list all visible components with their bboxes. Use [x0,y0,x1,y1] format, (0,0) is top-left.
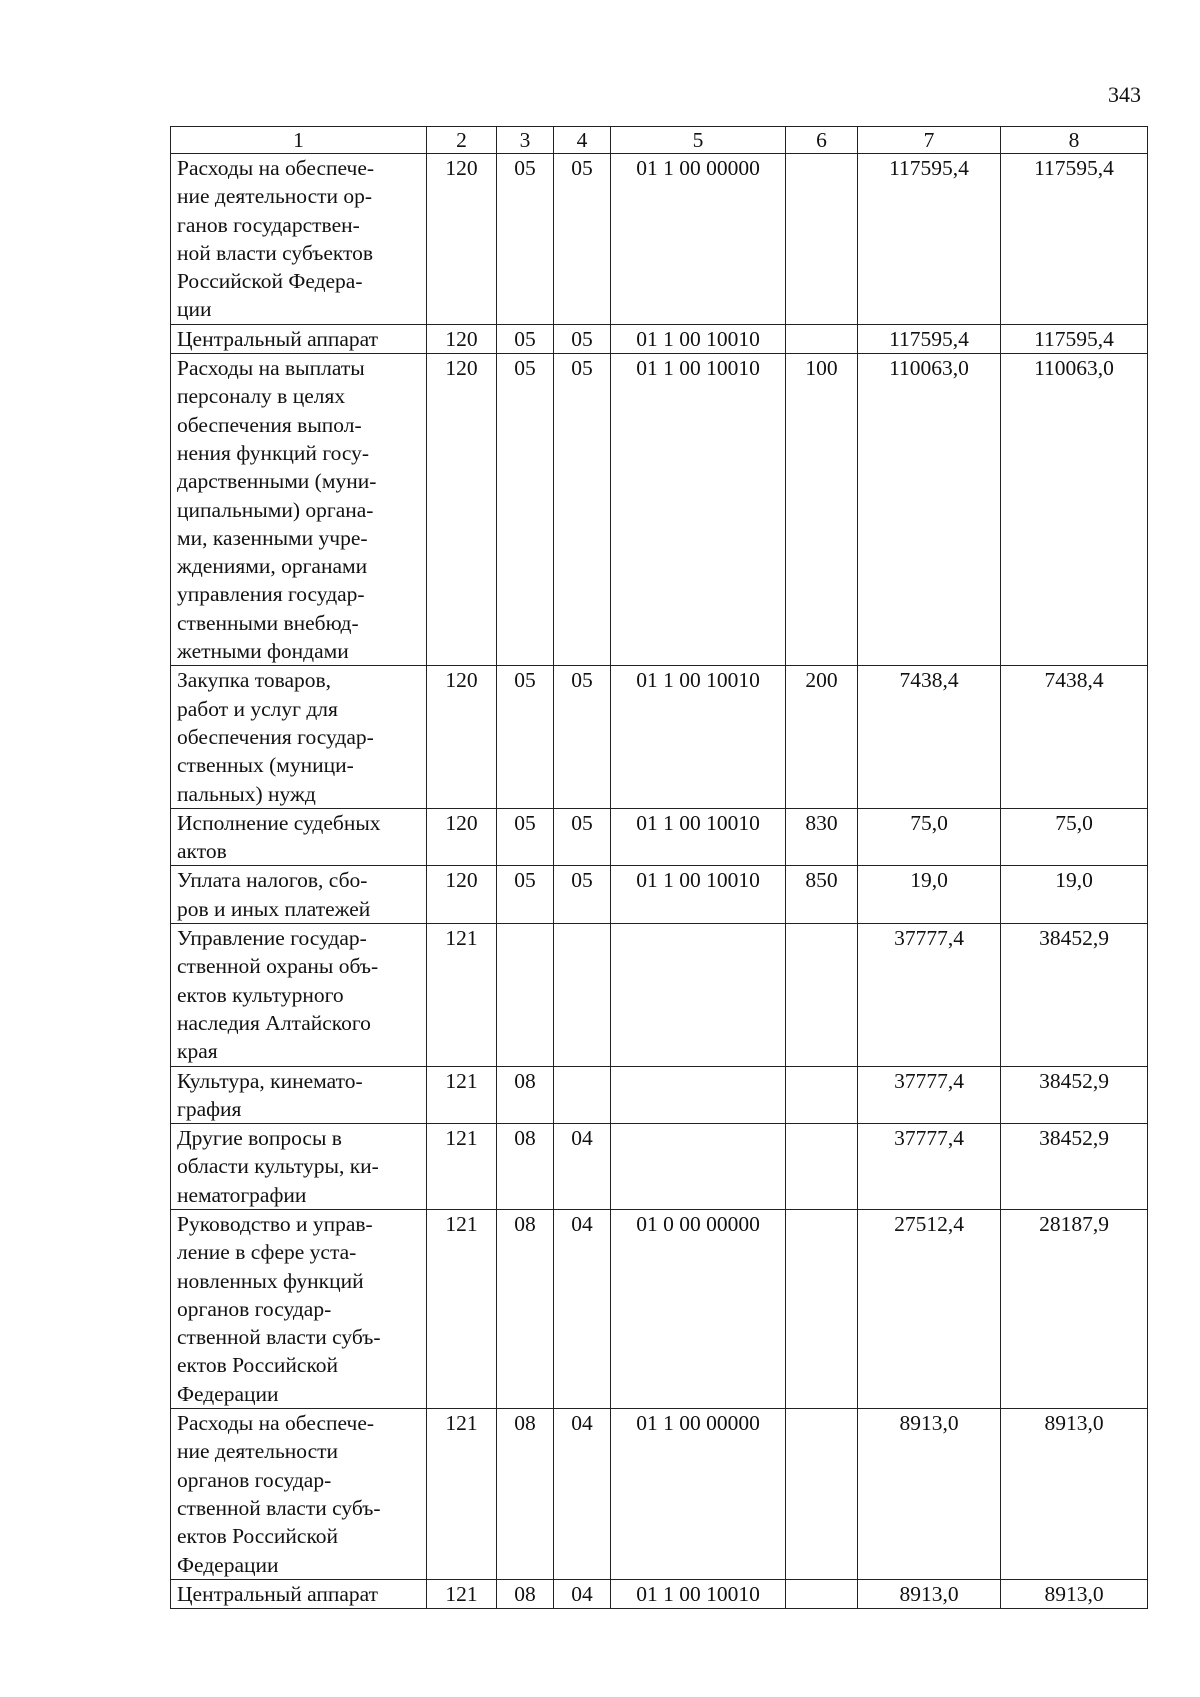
column-header: 2 [427,127,497,154]
target-item-cell: 01 0 00 00000 [611,1209,786,1408]
expense-type-cell: 100 [786,354,858,666]
expense-name-cell: Культура, кинемато- графия [171,1066,427,1124]
amount-year2-cell: 38452,9 [1001,1066,1148,1124]
subsection-code-cell: 04 [554,1124,611,1210]
table-row [171,1409,1148,1580]
section-code-cell: 05 [497,808,554,866]
column-header: 1 [171,127,427,154]
table-row [171,154,1148,325]
section-code-cell: 08 [497,1124,554,1210]
amount-year1-cell: 37777,4 [858,924,1001,1066]
subsection-code-cell [554,1066,611,1124]
column-header: 3 [497,127,554,154]
amount-year1-cell: 117595,4 [858,154,1001,325]
section-code-cell: 05 [497,154,554,325]
expense-name-cell: Руководство и управ- ление в сфере уста- новленных функций органов государ- ственной власти субъ- ектов Российской Федерации [171,1209,427,1408]
amount-year2-cell: 19,0 [1001,866,1148,924]
amount-year1-cell: 75,0 [858,808,1001,866]
page-number: 343 [1108,82,1141,107]
subsection-code-cell: 04 [554,1579,611,1608]
section-code-cell: 05 [497,354,554,666]
ministry-code-cell: 121 [427,1409,497,1580]
section-code-cell [497,924,554,1066]
column-header: 5 [611,127,786,154]
subsection-code-cell: 05 [554,808,611,866]
ministry-code-cell: 121 [427,924,497,1066]
section-code-cell: 08 [497,1579,554,1608]
amount-year2-cell: 110063,0 [1001,354,1148,666]
expense-type-cell: 850 [786,866,858,924]
table-row [171,324,1148,353]
ministry-code-cell: 120 [427,354,497,666]
expense-type-cell [786,1209,858,1408]
target-item-cell: 01 1 00 10010 [611,1579,786,1608]
amount-year1-cell: 27512,4 [858,1209,1001,1408]
ministry-code-cell: 121 [427,1124,497,1210]
amount-year2-cell: 75,0 [1001,808,1148,866]
section-code-cell: 05 [497,866,554,924]
ministry-code-cell: 121 [427,1579,497,1608]
ministry-code-cell: 120 [427,666,497,808]
amount-year1-cell: 37777,4 [858,1124,1001,1210]
amount-year2-cell: 28187,9 [1001,1209,1148,1408]
target-item-cell: 01 1 00 10010 [611,324,786,353]
ministry-code-cell: 120 [427,808,497,866]
expense-name-cell: Расходы на обеспече- ние деятельности органов государ- ственной власти субъ- ектов Российской Федерации [171,1409,427,1580]
ministry-code-cell: 120 [427,154,497,325]
target-item-cell: 01 1 00 10010 [611,354,786,666]
column-header: 7 [858,127,1001,154]
target-item-cell: 01 1 00 10010 [611,866,786,924]
expense-name-cell: Расходы на выплаты персоналу в целях обеспечения выпол- нения функций госу- дарственными (муни- ципальными) органа- ми, казенными учре- ждениями, органами управления государ- ственными внебюд- жетными фондами [171,354,427,666]
table-row [171,1066,1148,1124]
column-header: 6 [786,127,858,154]
amount-year2-cell: 38452,9 [1001,924,1148,1066]
expense-name-cell: Закупка товаров, работ и услуг для обеспечения государ- ственных (муници- пальных) нужд [171,666,427,808]
section-code-cell: 08 [497,1409,554,1580]
expense-name-cell: Центральный аппарат [171,324,427,353]
table-body [171,154,1148,1609]
subsection-code-cell: 05 [554,324,611,353]
table-row [171,1209,1148,1408]
target-item-cell: 01 1 00 00000 [611,1409,786,1580]
target-item-cell: 01 1 00 00000 [611,154,786,325]
amount-year2-cell: 7438,4 [1001,666,1148,808]
ministry-code-cell: 121 [427,1066,497,1124]
expense-name-cell: Центральный аппарат [171,1579,427,1608]
section-code-cell: 08 [497,1066,554,1124]
expense-type-cell [786,1124,858,1210]
amount-year2-cell: 38452,9 [1001,1124,1148,1210]
column-header: 8 [1001,127,1148,154]
amount-year1-cell: 117595,4 [858,324,1001,353]
target-item-cell: 01 1 00 10010 [611,666,786,808]
amount-year1-cell: 110063,0 [858,354,1001,666]
column-header: 4 [554,127,611,154]
ministry-code-cell: 120 [427,866,497,924]
table-row [171,866,1148,924]
target-item-cell [611,924,786,1066]
target-item-cell [611,1124,786,1210]
expense-type-cell [786,154,858,325]
amount-year2-cell: 117595,4 [1001,324,1148,353]
amount-year1-cell: 19,0 [858,866,1001,924]
amount-year1-cell: 37777,4 [858,1066,1001,1124]
section-code-cell: 05 [497,324,554,353]
amount-year2-cell: 117595,4 [1001,154,1148,325]
expense-type-cell [786,1579,858,1608]
amount-year1-cell: 7438,4 [858,666,1001,808]
section-code-cell: 08 [497,1209,554,1408]
subsection-code-cell: 05 [554,354,611,666]
ministry-code-cell: 121 [427,1209,497,1408]
amount-year1-cell: 8913,0 [858,1579,1001,1608]
subsection-code-cell: 04 [554,1409,611,1580]
ministry-code-cell: 120 [427,324,497,353]
amount-year1-cell: 8913,0 [858,1409,1001,1580]
table-row [171,1124,1148,1210]
table-row [171,666,1148,808]
expense-name-cell: Исполнение судебных актов [171,808,427,866]
expense-name-cell: Расходы на обеспече- ние деятельности ор- ганов государствен- ной власти субъектов Российской Федера- ции [171,154,427,325]
target-item-cell [611,1066,786,1124]
expense-type-cell: 200 [786,666,858,808]
expense-name-cell: Другие вопросы в области культуры, ки- нематографии [171,1124,427,1210]
table-row [171,808,1148,866]
subsection-code-cell: 05 [554,154,611,325]
subsection-code-cell: 04 [554,1209,611,1408]
subsection-code-cell [554,924,611,1066]
expense-type-cell [786,1066,858,1124]
section-code-cell: 05 [497,666,554,808]
expense-type-cell: 830 [786,808,858,866]
table-header-row [171,127,1148,154]
amount-year2-cell: 8913,0 [1001,1409,1148,1580]
amount-year2-cell: 8913,0 [1001,1579,1148,1608]
expense-type-cell [786,924,858,1066]
table-row [171,354,1148,666]
expense-type-cell [786,1409,858,1580]
subsection-code-cell: 05 [554,666,611,808]
budget-table [170,126,1148,1609]
expense-type-cell [786,324,858,353]
expense-name-cell: Управление государ- ственной охраны объ- ектов культурного наследия Алтайского края [171,924,427,1066]
table-row [171,924,1148,1066]
target-item-cell: 01 1 00 10010 [611,808,786,866]
table-row [171,1579,1148,1608]
subsection-code-cell: 05 [554,866,611,924]
expense-name-cell: Уплата налогов, сбо- ров и иных платежей [171,866,427,924]
